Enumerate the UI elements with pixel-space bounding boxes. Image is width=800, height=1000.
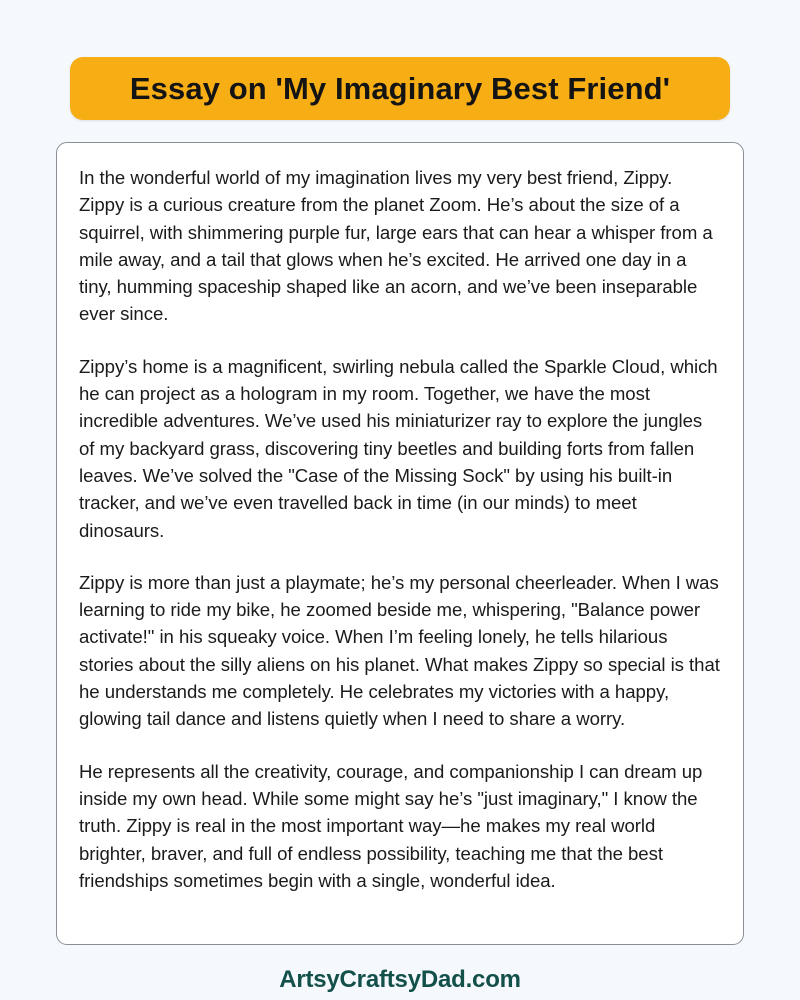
essay-title-badge <box>70 57 730 120</box>
site-brand-label: ArtsyCraftsyDad.com <box>279 966 521 993</box>
page-footer <box>0 968 800 992</box>
essay-body <box>79 164 721 894</box>
essay-paragraph: He represents all the creativity, courage, and companionship I can dream up inside my own head. While some might say he’s "just imaginary," I know the truth. Zippy is real in the most important way—he makes my real world brighter, braver, and full of endless possibility, teaching me that the best friendships sometimes begin with a single, wonderful idea. <box>79 760 703 891</box>
essay-paragraph: In the wonderful world of my imagination lives my very best friend, Zippy. Zippy is a curious creature from the planet Zoom. He’s about the size of a squirrel, with shimmering purple fur, large ears that can hear a whisper from a mile away, and a tail that glows when he’s excited. He arrived one day in a tiny, humming spaceship shaped like an acorn, and we’ve been inseparable ever since. <box>79 167 713 325</box>
essay-content-card <box>56 142 744 945</box>
essay-paragraph: Zippy is more than just a playmate; he’s my personal cheerleader. When I was learning to ride my bike, he zoomed beside me, whispering, "Balance power activate!" in his squeaky voice. When I’m feeling lonely, he tells hilarious stories about the silly aliens on his planet. What makes Zippy so special is that he understands me completely. He celebrates my victories with a happy, glowing tail dance and listens quietly when I need to share a worry. <box>79 571 720 730</box>
essay-paragraph: Zippy’s home is a magnificent, swirling nebula called the Sparkle Cloud, which he can project as a hologram in my room. Together, we have the most incredible adventures. We’ve used his miniaturizer ray to explore the jungles of my backyard grass, discovering tiny beetles and building forts from fallen leaves. We’ve solved the "Case of the Missing Sock" by using his built-in tracker, and we’ve even travelled back in time (in our minds) to meet dinosaurs. <box>79 355 718 541</box>
page-title: Essay on 'My Imaginary Best Friend' <box>129 71 671 106</box>
